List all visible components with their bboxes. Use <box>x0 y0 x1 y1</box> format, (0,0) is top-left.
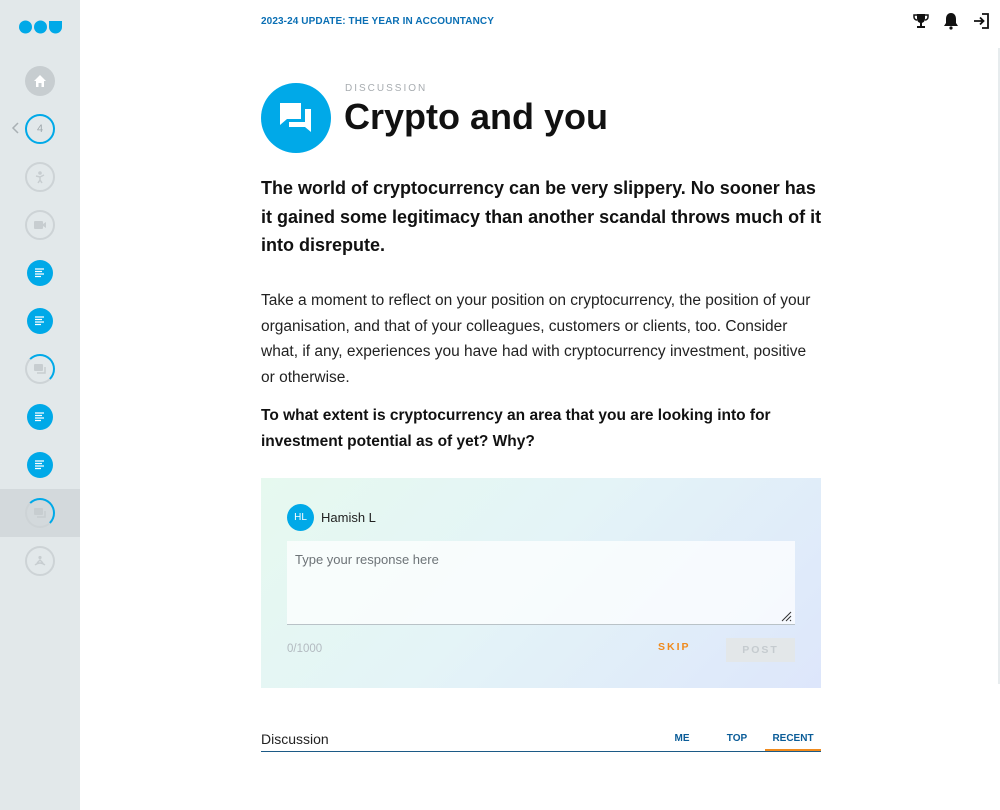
post-button[interactable]: POST <box>726 638 795 662</box>
person-icon <box>25 162 55 192</box>
tab-top[interactable]: TOP <box>722 733 752 744</box>
discussion-icon <box>25 354 55 384</box>
sidebar-item-discussion-1[interactable] <box>0 345 80 393</box>
video-icon <box>25 210 55 240</box>
sidebar-item-person[interactable] <box>0 153 80 201</box>
article-icon <box>27 260 53 286</box>
sidebar-item-article-4[interactable] <box>0 441 80 489</box>
article-icon <box>27 308 53 334</box>
bell-icon[interactable] <box>942 12 960 30</box>
skip-button[interactable]: SKIP <box>658 641 691 653</box>
discussion-icon <box>277 100 315 136</box>
sidebar-item-meditation[interactable] <box>0 537 80 585</box>
sidebar-item-discussion-active[interactable] <box>0 489 80 537</box>
response-input[interactable] <box>287 541 795 625</box>
section-eyebrow: DISCUSSION <box>345 83 428 94</box>
logo-icon[interactable] <box>19 19 63 35</box>
course-title: 2023-24 UPDATE: THE YEAR IN ACCOUNTANCY <box>261 16 495 27</box>
resize-handle-icon[interactable] <box>780 610 792 622</box>
sidebar-item-progress[interactable] <box>0 105 80 153</box>
lead-paragraph: The world of cryptocurrency can be very slippery. No sooner has it gained some legitimacy than another scandal throws much of it into disrepute. <box>261 178 822 255</box>
user-name: Hamish L <box>321 510 376 525</box>
home-icon <box>25 66 55 96</box>
sidebar-item-article-2[interactable] <box>0 297 80 345</box>
trophy-icon[interactable] <box>912 12 930 30</box>
meditation-icon <box>25 546 55 576</box>
discussion-label: Discussion <box>261 731 329 747</box>
top-toolbar <box>912 12 990 30</box>
sidebar-item-article-3[interactable] <box>0 393 80 441</box>
progress-counter: 4 <box>25 114 55 144</box>
article-icon <box>27 404 53 430</box>
body-paragraph: Take a moment to reflect on your position on cryptocurrency, the position of your organisation, and that of your colleagues, customers or clients, too. Consider what, if any, experiences you have had with cryptocurrency investment, positive or otherwise. <box>261 292 811 387</box>
avatar: HL <box>287 504 314 531</box>
tab-me[interactable]: ME <box>668 733 696 744</box>
logout-icon[interactable] <box>972 12 990 30</box>
discussion-question: To what extent is cryptocurrency an area that you are looking into for investment potential as of yet? Why? <box>261 407 771 450</box>
sidebar-item-video[interactable] <box>0 201 80 249</box>
sidebar-item-article-1[interactable] <box>0 249 80 297</box>
discussion-divider <box>261 751 821 752</box>
discussion-badge <box>261 83 331 153</box>
sidebar-item-home[interactable] <box>0 57 80 105</box>
tab-recent[interactable]: RECENT <box>765 733 821 752</box>
article-icon <box>27 452 53 478</box>
response-panel <box>261 478 821 688</box>
discussion-icon <box>25 498 55 528</box>
page-title: Crypto and you <box>344 96 609 137</box>
sidebar <box>0 0 80 810</box>
character-counter: 0/1000 <box>287 643 323 655</box>
